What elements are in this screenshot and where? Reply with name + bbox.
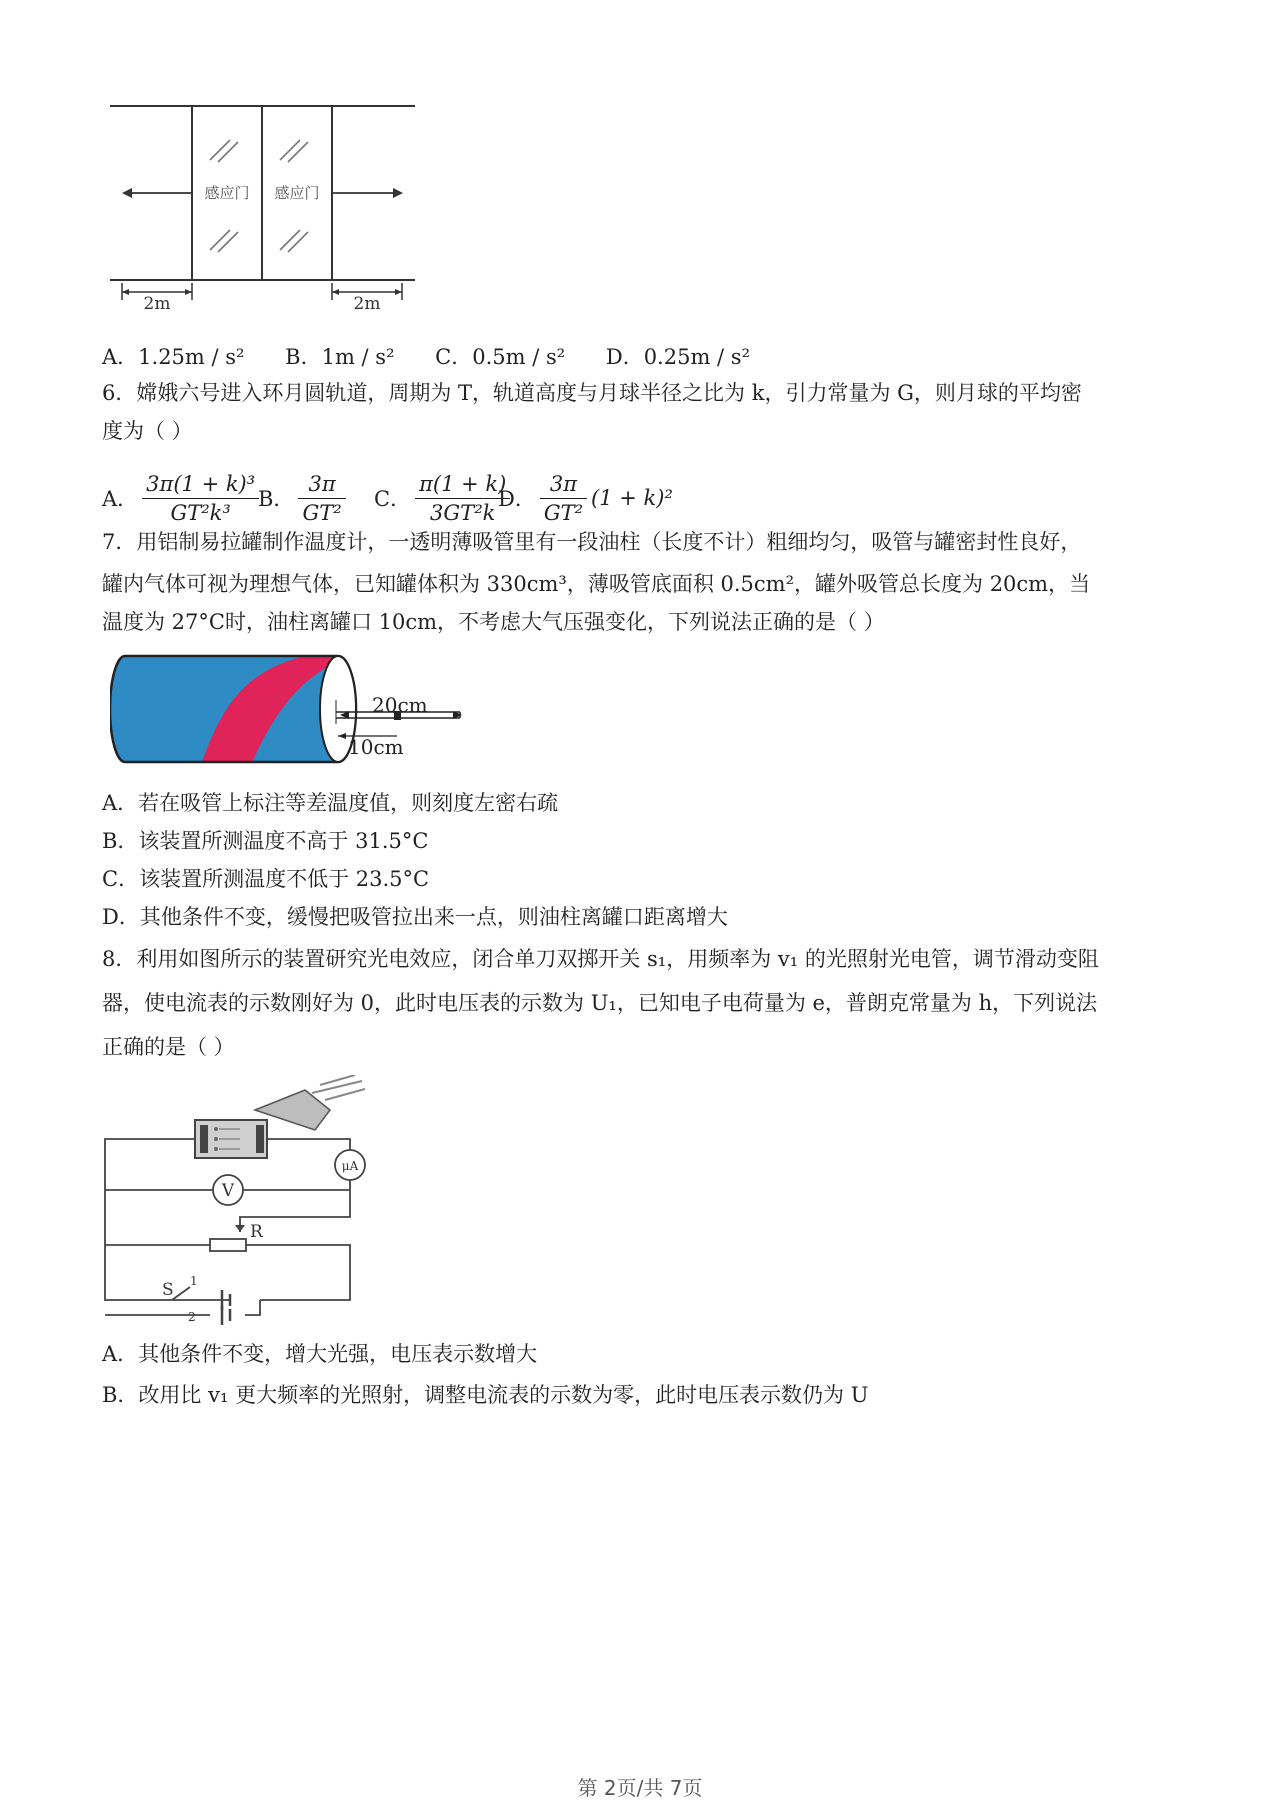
page-footer: 第 2页/共 7页: [577, 1776, 703, 1800]
q7-stem-line2: 罐内气体可视为理想气体，已知罐体积为 330cm³，薄吸管底面积 0.5cm²，罐外吸管总长度为 20cm，当: [102, 572, 1091, 596]
q7-stem-line3: 温度为 27°C时，油柱离罐口 10cm，不考虑大气压强变化，下列说法正确的是（ ）: [102, 610, 885, 634]
q6-c-denominator: 3GT²k: [430, 500, 496, 525]
q7-option-d: D．其他条件不变，缓慢把吸管拉出来一点，则油柱离罐口距离增大: [102, 905, 728, 929]
q6-b-denominator: GT²: [302, 500, 342, 525]
q6-d-denominator: GT²: [543, 500, 584, 525]
q6-option-d: D． $\frac{3\pi}{\text{GT²}}$ (1 + k)²: [498, 471, 673, 525]
q6-c-numerator: π(1 + k): [415, 472, 510, 499]
door-dim-left: 2m: [143, 294, 171, 314]
voltmeter-label: V: [221, 1181, 235, 1201]
door-label-left: 感应门: [204, 184, 250, 202]
q5-options: [102, 342, 750, 372]
ammeter-label: μA: [341, 1159, 359, 1173]
q7-option-b: B．该装置所测温度不高于 31.5°C: [102, 829, 429, 853]
q6-a-denominator: GT²k³: [170, 500, 231, 525]
q8-stem-line3: 正确的是（ ）: [102, 1035, 235, 1059]
q8-stem-line2: 器，使电流表的示数刚好为 0，此时电压表的示数为 U₁，已知电子电荷量为 e，普朗克常量为 h，下列说法: [102, 991, 1098, 1015]
q6-stem-line2: 度为（ ）: [102, 419, 193, 443]
q6-d-tail: (1 + k)²: [591, 486, 673, 510]
can-thermometer-figure: [110, 652, 470, 767]
switch-pos-1: 1: [190, 1274, 198, 1288]
q6-option-c: C． $\frac{\pi(1 + k)}{\text{3GT²k}}$: [374, 458, 514, 538]
q5-option-a: A．1.25m / s²: [102, 345, 245, 369]
q6-a-numerator: 3π(1 + k)³: [142, 472, 259, 499]
q5-option-b: B．1m / s²: [285, 345, 395, 369]
induction-door-figure: [110, 100, 420, 315]
q6-d-numerator: 3π: [540, 472, 587, 499]
q7-option-c: C．该装置所测温度不低于 23.5°C: [102, 867, 430, 891]
q6-option-b: B． $\frac{3\pi}{\text{GT²}}$: [258, 458, 350, 538]
q5-option-c: C．0.5m / s²: [435, 345, 566, 369]
fig-label-20cm: 20cm: [372, 693, 428, 717]
q6-option-a: A． $\frac{\text{3π(1 + k)³}}{\text{GT²k³}}$: [102, 458, 263, 538]
q8-option-a: A．其他条件不变，增大光强，电压表示数增大: [102, 1342, 538, 1366]
door-label-right: 感应门: [274, 184, 320, 202]
photoelectric-circuit-figure: [100, 1075, 380, 1330]
door-dim-right: 2m: [353, 294, 381, 314]
q6-b-numerator: 3π: [298, 472, 345, 499]
fig-label-10cm: 10cm: [348, 735, 404, 759]
switch-label: S: [162, 1280, 174, 1300]
resistor-label: R: [250, 1222, 263, 1242]
q8-option-b: B．改用比 v₁ 更大频率的光照射，调整电流表的示数为零，此时电压表示数仍为 U: [102, 1383, 869, 1407]
q7-option-a: A．若在吸管上标注等差温度值，则刻度左密右疏: [102, 791, 559, 815]
q5-option-d: D．0.25m / s²: [605, 345, 750, 369]
q8-stem-line1: 8．利用如图所示的装置研究光电效应，闭合单刀双掷开关 s₁，用频率为 v₁ 的光照射光电管，调节滑动变阻: [102, 947, 1099, 971]
switch-pos-2: 2: [188, 1310, 196, 1324]
q6-stem-line1: 6．嫦娥六号进入环月圆轨道，周期为 T，轨道高度与月球半径之比为 k，引力常量为 G，则月球的平均密: [102, 381, 1082, 405]
q7-stem-line1: 7．用铝制易拉罐制作温度计，一透明薄吸管里有一段油柱（长度不计）粗细均匀，吸管与罐密封性良好，: [102, 530, 1082, 554]
